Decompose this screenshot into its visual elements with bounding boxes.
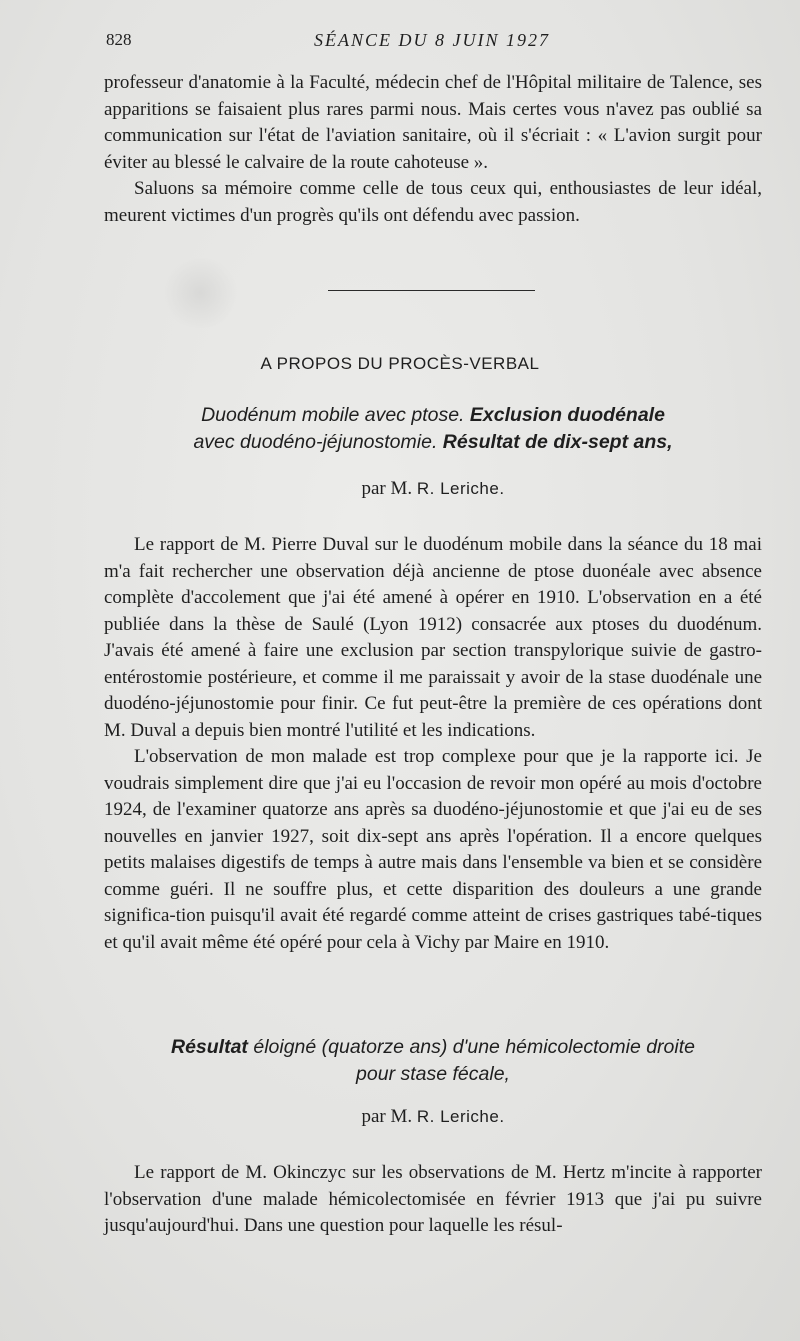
byline-prefix: par M.	[361, 478, 417, 499]
article-1-title	[104, 402, 762, 456]
article-1-title-part: avec duodéno-jéjunostomie.	[193, 431, 443, 453]
article-1-paragraph-2: L'observation de mon malade est trop complexe pour que je la rapporte ici. Je voudrais simplement dire que j'ai eu l'occasion de revoir mon opéré au mois d'octobre 1924, de l'examiner quatorze ans après sa duodéno-jéjunostomie et que j'ai eu de ses nouvelles en janvier 1927, soit dix-sept ans après l'opération. Il a encore quelques petits malaises digestifs de temps à autre mais dans l'ensemble va bien et se considère comme guéri. Il ne souffre plus, et cette disparition des douleurs a une grande significa-tion puisqu'il avait été regardé comme atteint de crises gastriques tabé-tiques et qu'il avait même été opéré pour cela à Vichy par Maire en 1910.	[104, 746, 762, 953]
paper-stain	[160, 258, 240, 328]
running-header	[106, 30, 766, 54]
continuation-paragraph-2: Saluons sa mémoire comme celle de tous ceux qui, enthousiastes de leur idéal, meurent victimes d'un progrès qu'ils ont défendu avec passion.	[104, 178, 762, 226]
byline-prefix: par M.	[361, 1106, 417, 1127]
article-1-title-part: Duodénum mobile avec ptose.	[201, 404, 470, 426]
article-1-body	[104, 532, 762, 956]
article-1-title-emphasis: Exclusion duodénale	[469, 404, 665, 426]
continuation-paragraph-1: professeur d'anatomie à la Faculté, médecin chef de l'Hôpital militaire de Talence, ses apparitions se faisaient plus rares parmi nous. Mais certes vous n'avez pas oublié sa communication sur l'état de l'aviation sanitaire, où il s'écriait : « L'avion surgit pour éviter au blessé le calvaire de la route cahoteuse ».	[104, 72, 762, 173]
article-2-byline	[104, 1106, 762, 1128]
article-1-title-line-1	[104, 402, 762, 429]
byline-author: R. Leriche.	[416, 1107, 505, 1126]
section-heading: A PROPOS DU PROCÈS-VERBAL	[260, 354, 540, 373]
article-1-paragraph-1: Le rapport de M. Pierre Duval sur le duodénum mobile dans la séance du 18 mai m'a fait rechercher une observation déjà ancienne de ptose duonéale avec absence complète d'accolement que j'ai été amené à opérer en 1910. L'observation en a été publiée dans la thèse de Saulé (Lyon 1912) consacrée aux ptoses du duodénum. J'avais été amené à faire une exclusion par section transpylorique suivie de gastro-entérostomie postérieure, et comme il me paraissait y avoir de la stase duodénale une duodéno-jéjunostomie pour finir. Ce fut peut-être la première de ces opérations dont M. Duval a depuis bien montré l'utilité et les indications.	[104, 534, 762, 741]
article-2-title-part: éloigné (quatorze ans) d'une hémicolectomie droite	[253, 1036, 695, 1058]
continuation-text	[104, 70, 762, 229]
page-number: 828	[106, 30, 132, 49]
article-2-title	[104, 1034, 762, 1088]
article-1-title-emphasis: Résultat de dix-sept ans,	[442, 431, 673, 453]
article-2-title-line-1	[104, 1034, 762, 1061]
article-2-body	[104, 1160, 762, 1240]
section-divider	[328, 290, 535, 291]
article-2-title-line-2: pour stase fécale,	[356, 1063, 510, 1085]
article-2-paragraph-1: Le rapport de M. Okinczyc sur les observations de M. Hertz m'incite à rapporter l'observation d'une malade hémicolectomisée en février 1913 que j'ai pu suivre jusqu'aujourd'hui. Dans une question pour laquelle les résul-	[104, 1162, 762, 1236]
article-2-title-emphasis: Résultat	[170, 1036, 254, 1058]
article-1-title-line-2	[104, 429, 762, 456]
byline-author: R. Leriche.	[416, 479, 505, 498]
article-1-byline	[104, 478, 762, 500]
running-title: SÉANCE DU 8 JUIN 1927	[314, 30, 550, 50]
